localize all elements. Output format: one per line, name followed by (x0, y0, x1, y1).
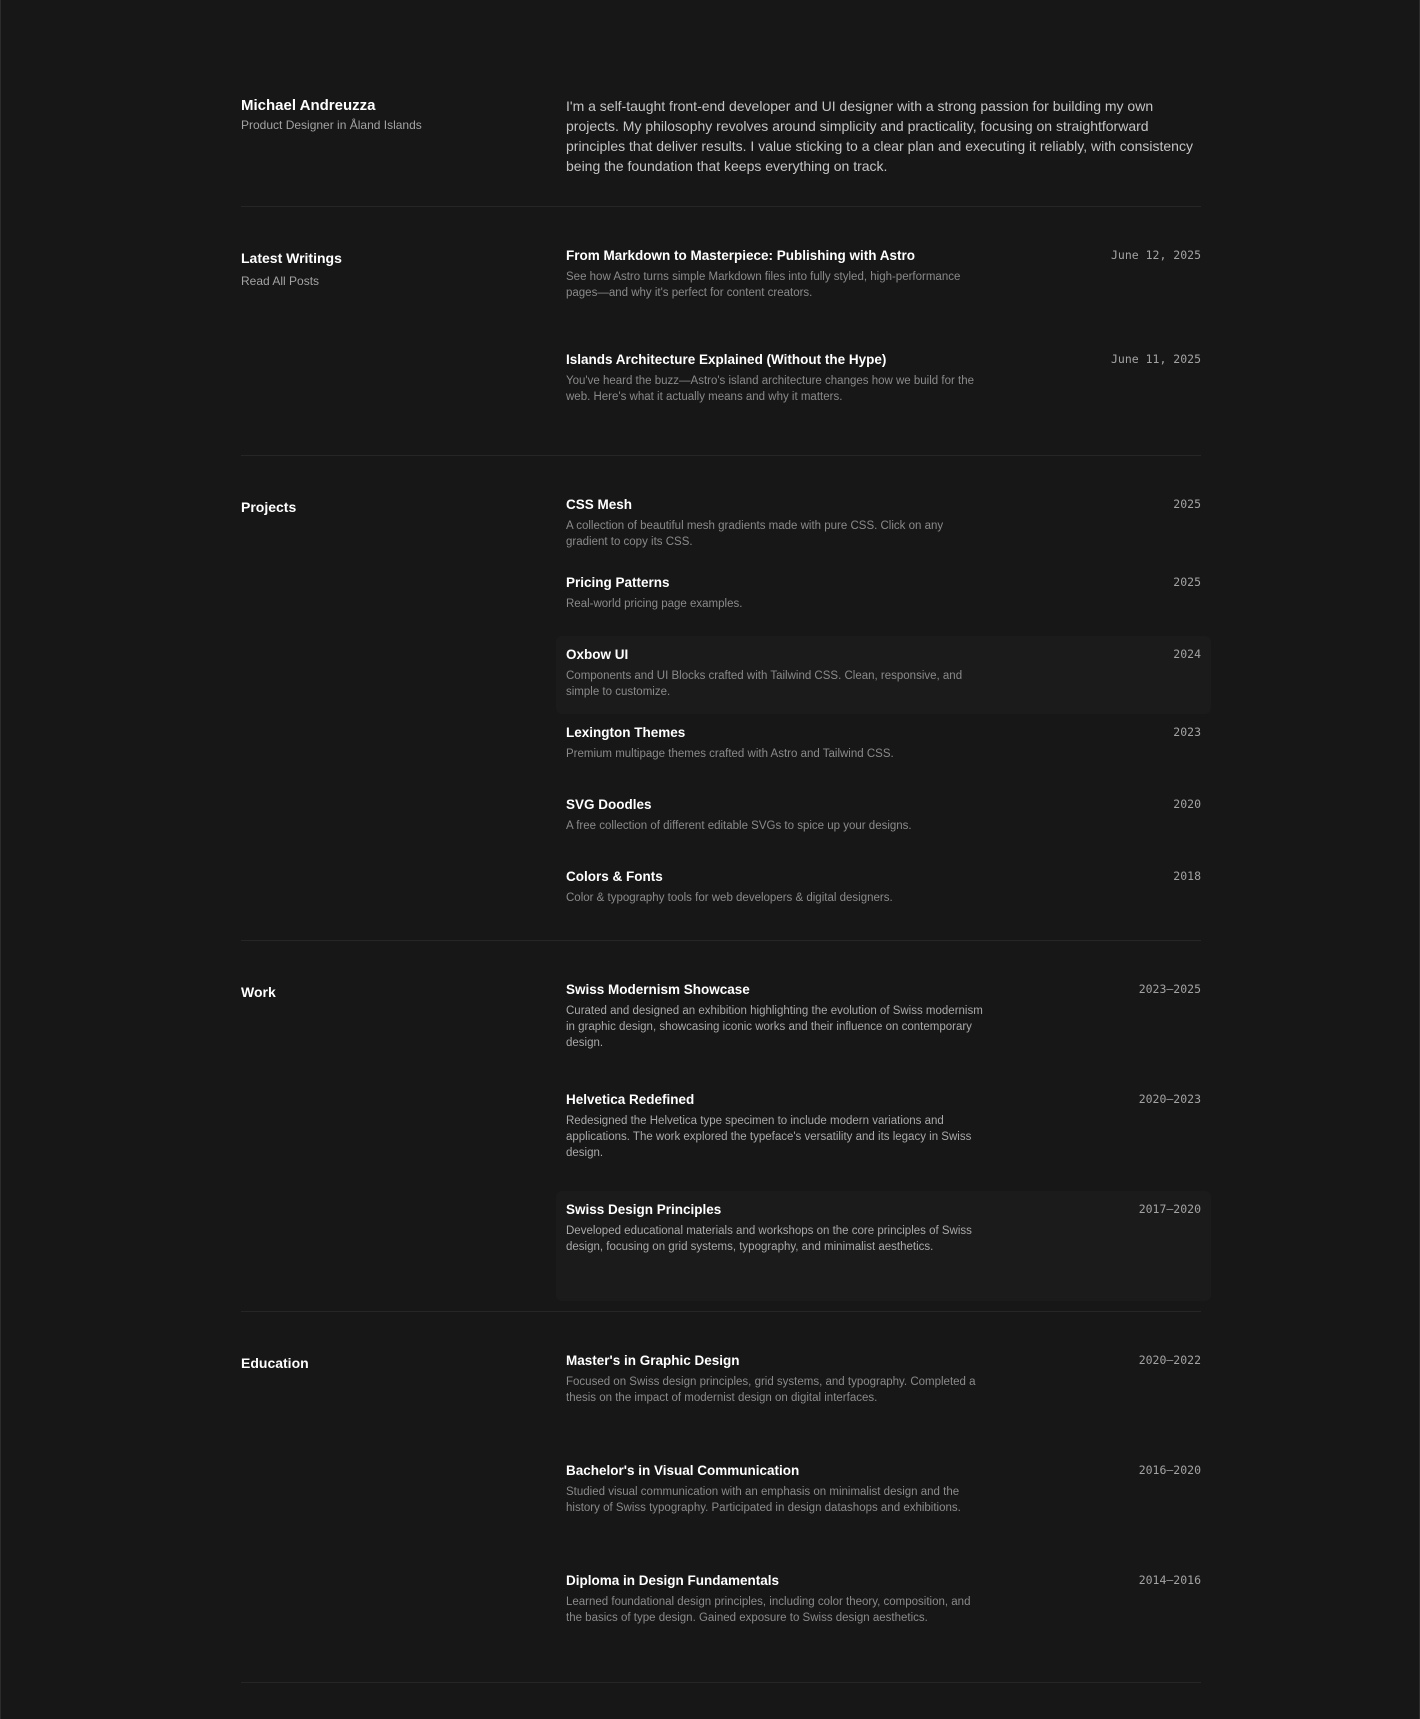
education-item-period: 2014—2016 (1138, 1573, 1201, 1587)
education-item-desc: Studied visual communication with an emphasis on minimalist design and the history of Swiss typography. Participated in design datashops and exhibitions. (566, 1486, 961, 1514)
education-section (241, 1312, 1201, 1683)
profile-bio: I'm a self-taught front-end developer and UI designer with a strong passion for building my own projects. My philosophy revolves around simplicity and practicality, focusing on straightforward principles that deliver results. I value sticking to a clear plan and executing it reliably, with consistency being the foundation that keeps everything on track. (566, 98, 1193, 174)
education-item[interactable] (556, 1452, 1211, 1562)
work-item-period: 2023—2025 (1138, 982, 1201, 996)
education-item[interactable] (556, 1342, 1211, 1452)
writings-title: Latest Writings (241, 250, 342, 266)
work-item-desc: Redesigned the Helvetica type specimen to include modern variations and applications. The work explored the typeface's versatility and its legacy in Swiss design. (566, 1115, 972, 1159)
project-title: SVG Doodles (566, 797, 652, 812)
work-item-title: Swiss Design Principles (566, 1202, 722, 1217)
project-desc: A free collection of different editable SVGs to spice up your designs. (566, 820, 912, 832)
education-title: Education (241, 1355, 309, 1371)
project-item[interactable] (556, 714, 1211, 786)
work-list (566, 971, 1201, 1301)
writings-section (241, 207, 1201, 456)
writing-title: From Markdown to Masterpiece: Publishing with Astro (566, 248, 916, 263)
project-year: 2023 (1173, 725, 1201, 739)
writing-date: June 11, 2025 (1110, 352, 1201, 366)
project-item[interactable] (556, 486, 1211, 564)
work-item[interactable] (556, 1191, 1211, 1301)
profile-name: Michael Andreuzza (241, 97, 376, 114)
work-item-title: Helvetica Redefined (566, 1092, 695, 1107)
project-desc: Real-world pricing page examples. (566, 598, 743, 610)
education-item[interactable] (556, 1562, 1211, 1672)
work-item-desc: Curated and designed an exhibition highlighting the evolution of Swiss modernism in graphic design, showcasing iconic works and their influence on contemporary design. (566, 1005, 983, 1049)
writing-item[interactable] (556, 341, 1211, 445)
education-item-title: Diploma in Design Fundamentals (566, 1573, 780, 1588)
project-desc: Premium multipage themes crafted with Astro and Tailwind CSS. (566, 748, 894, 760)
projects-title: Projects (241, 499, 297, 515)
project-year: 2025 (1173, 497, 1201, 511)
project-title: Oxbow UI (566, 647, 629, 662)
education-item-title: Master's in Graphic Design (566, 1353, 740, 1368)
education-item-desc: Learned foundational design principles, including color theory, composition, and the basics of type design. Gained exposure to Swiss design aesthetics. (566, 1596, 971, 1624)
project-title: Pricing Patterns (566, 575, 670, 590)
work-item[interactable] (556, 1081, 1211, 1191)
page-container (241, 0, 1201, 1683)
project-year: 2025 (1173, 575, 1201, 589)
education-item-period: 2020—2022 (1138, 1353, 1201, 1367)
work-item-period: 2017—2020 (1138, 1202, 1201, 1216)
read-all-posts-link[interactable]: Read All Posts (241, 274, 320, 288)
projects-section (241, 456, 1201, 941)
work-section (241, 941, 1201, 1312)
writing-title: Islands Architecture Explained (Without the Hype) (566, 352, 887, 367)
project-item[interactable] (556, 786, 1211, 858)
work-item-desc: Developed educational materials and workshops on the core principles of Swiss design, focusing on grid systems, typography, and minimalist aesthetics. (566, 1225, 972, 1253)
work-item[interactable] (556, 971, 1211, 1081)
education-list (566, 1342, 1201, 1672)
education-item-title: Bachelor's in Visual Communication (566, 1463, 800, 1478)
writing-item[interactable] (556, 237, 1211, 341)
work-item-title: Swiss Modernism Showcase (566, 982, 750, 997)
project-year: 2024 (1173, 647, 1201, 661)
education-item-period: 2016—2020 (1138, 1463, 1201, 1477)
project-title: Colors & Fonts (566, 869, 663, 884)
work-item-period: 2020—2023 (1138, 1092, 1201, 1106)
project-desc: A collection of beautiful mesh gradients made with pure CSS. Click on any gradient to copy its CSS. (566, 520, 944, 548)
project-desc: Components and UI Blocks crafted with Tailwind CSS. Clean, responsive, and simple to customize. (566, 670, 963, 698)
intro-section (241, 96, 1201, 207)
education-item-desc: Focused on Swiss design principles, grid systems, and typography. Completed a thesis on the impact of modernist design on digital interfaces. (566, 1376, 976, 1404)
project-item[interactable] (556, 858, 1211, 930)
project-item[interactable] (556, 564, 1211, 636)
project-item[interactable] (556, 636, 1211, 714)
writing-desc: See how Astro turns simple Markdown files into fully styled, high-performance pages—and why it's perfect for content creators. (566, 271, 961, 299)
profile-header (241, 96, 566, 176)
project-year: 2020 (1173, 797, 1201, 811)
projects-list (566, 486, 1201, 930)
profile-role: Product Designer in Åland Islands (241, 118, 422, 132)
writings-list (566, 237, 1201, 445)
writing-date: June 12, 2025 (1110, 248, 1201, 262)
project-title: CSS Mesh (566, 497, 633, 512)
project-year: 2018 (1173, 869, 1201, 883)
project-desc: Color & typography tools for web developers & digital designers. (566, 892, 893, 904)
writing-desc: You've heard the buzz—Astro's island architecture changes how we build for the web. Here's what it actually means and why it matters. (566, 375, 974, 403)
work-title: Work (241, 984, 276, 1000)
project-title: Lexington Themes (566, 725, 686, 740)
